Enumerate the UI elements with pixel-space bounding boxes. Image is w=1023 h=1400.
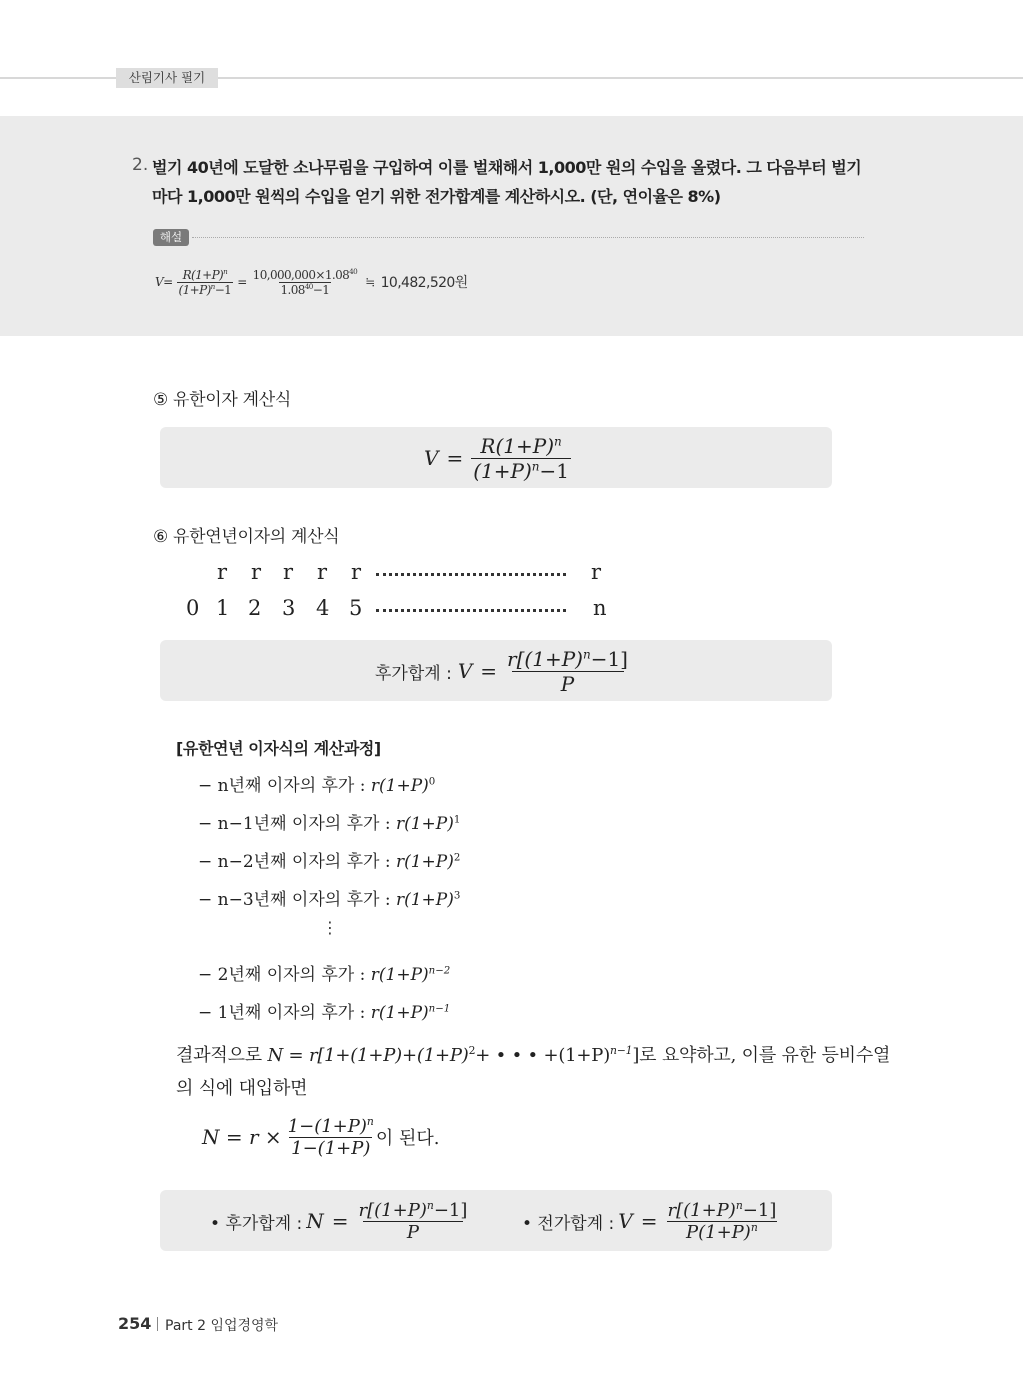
n-item: 0	[186, 596, 200, 620]
solution-divider	[192, 237, 864, 238]
problem-box	[0, 116, 1023, 336]
n-item: n	[593, 596, 607, 620]
footer-part-title: Part 2 임업경영학	[165, 1318, 279, 1334]
problem-number: 2.	[132, 155, 149, 175]
section-5-title: ⑤ 유한이자 계산식	[153, 390, 292, 410]
solution-fraction-1: $\frac{R(1+P)^n}{(1+P)^n-1}$	[178, 266, 232, 297]
solution-result: 10,482,520원	[380, 275, 468, 291]
summary-left-formula: • 후가합계 : N = $\frac{r[(1+P)^n-1]}{P}$	[210, 1198, 468, 1243]
r-item: r	[217, 560, 228, 584]
n-item: 1	[216, 596, 230, 620]
n-row-dots	[376, 609, 566, 612]
solution-eq: =	[237, 275, 247, 289]
process-item: − n−3년째 이자의 후가 : $r(1+P)^3$	[198, 890, 461, 910]
result-formula: N = r × $\frac{1-(1+P)^n}{1-(1+P)}$ 이 된다.	[202, 1114, 440, 1159]
r-item: r	[283, 560, 294, 584]
result-fraction: $\frac{1-(1+P)^n}{1-(1+P)}$	[287, 1114, 374, 1159]
page-number: 254	[118, 1314, 152, 1333]
problem-text	[152, 153, 872, 211]
n-item: 4	[316, 596, 330, 620]
process-item: − n−2년째 이자의 후가 : $r(1+P)^2$	[198, 852, 461, 872]
vertical-ellipsis: ⋮	[322, 918, 338, 937]
solution-badge: 해설	[153, 229, 189, 246]
result-line-2: 의 식에 대입하면	[176, 1078, 308, 1099]
solution-approx: ≒	[365, 275, 375, 289]
r-item: r	[317, 560, 328, 584]
process-title: [유한연년 이자식의 계산과정]	[176, 739, 381, 758]
section-6-formula: 후가합계 : V = $\frac{r[(1+P)^n-1]}{P}$	[375, 646, 628, 696]
solution-fraction-2: $\frac{10,000,000\times 1.08^{40}}{1.08^{40}-1}$	[252, 266, 358, 297]
solution-lhs: V=	[155, 275, 173, 289]
process-item: − n−1년째 이자의 후가 : $r(1+P)^1$	[198, 814, 461, 834]
section-5-fraction: $\frac{R(1+P)^n}{(1+P)^n-1}$	[473, 433, 569, 483]
footer-divider	[157, 1317, 158, 1331]
problem-line-1: 벌기 40년에 도달한 소나무림을 구입하여 이를 벌채해서 1,000만 원의 수입을 올렸다. 그 다음부터 벌기	[152, 158, 862, 177]
result-line-1: 결과적으로 $N = r[1+(1+P)+(1+P)^2+$ • • • $+(1+P)^{n-1}$]로 요약하고, 이를 유한 등비수열	[176, 1044, 891, 1066]
n-item: 5	[349, 596, 363, 620]
running-head-tab: 산림기사 필기	[116, 68, 218, 88]
summary-right-formula: • 전가합계 : V = $\frac{r[(1+P)^n-1]}{P(1+P)^n}$	[522, 1198, 777, 1243]
section-6-title: ⑥ 유한연년이자의 계산식	[153, 527, 340, 547]
process-item: − 2년째 이자의 후가 : $r(1+P)^{n-2}$	[198, 965, 451, 985]
n-item: 2	[248, 596, 262, 620]
solution-formula	[155, 262, 468, 302]
process-item: − 1년째 이자의 후가 : $r(1+P)^{n-1}$	[198, 1003, 451, 1023]
summary-right-fraction: $\frac{r[(1+P)^n-1]}{P(1+P)^n}$	[667, 1198, 777, 1243]
problem-line-2: 마다 1,000만 원씩의 수입을 얻기 위한 전가합계를 계산하시오. (단, 연이율은 8%)	[152, 187, 721, 206]
r-item: r	[351, 560, 362, 584]
r-item: r	[251, 560, 262, 584]
section-5-formula: V = $\frac{R(1+P)^n}{(1+P)^n-1}$	[424, 433, 569, 483]
summary-left-fraction: $\frac{r[(1+P)^n-1]}{P}$	[358, 1198, 468, 1243]
n-item: 3	[282, 596, 296, 620]
section-6-fraction: $\frac{r[(1+P)^n-1]}{P}$	[507, 646, 628, 696]
r-item: r	[591, 560, 602, 584]
r-row-dots	[376, 573, 566, 576]
process-item: − n년째 이자의 후가 : $r(1+P)^0$	[198, 776, 436, 796]
